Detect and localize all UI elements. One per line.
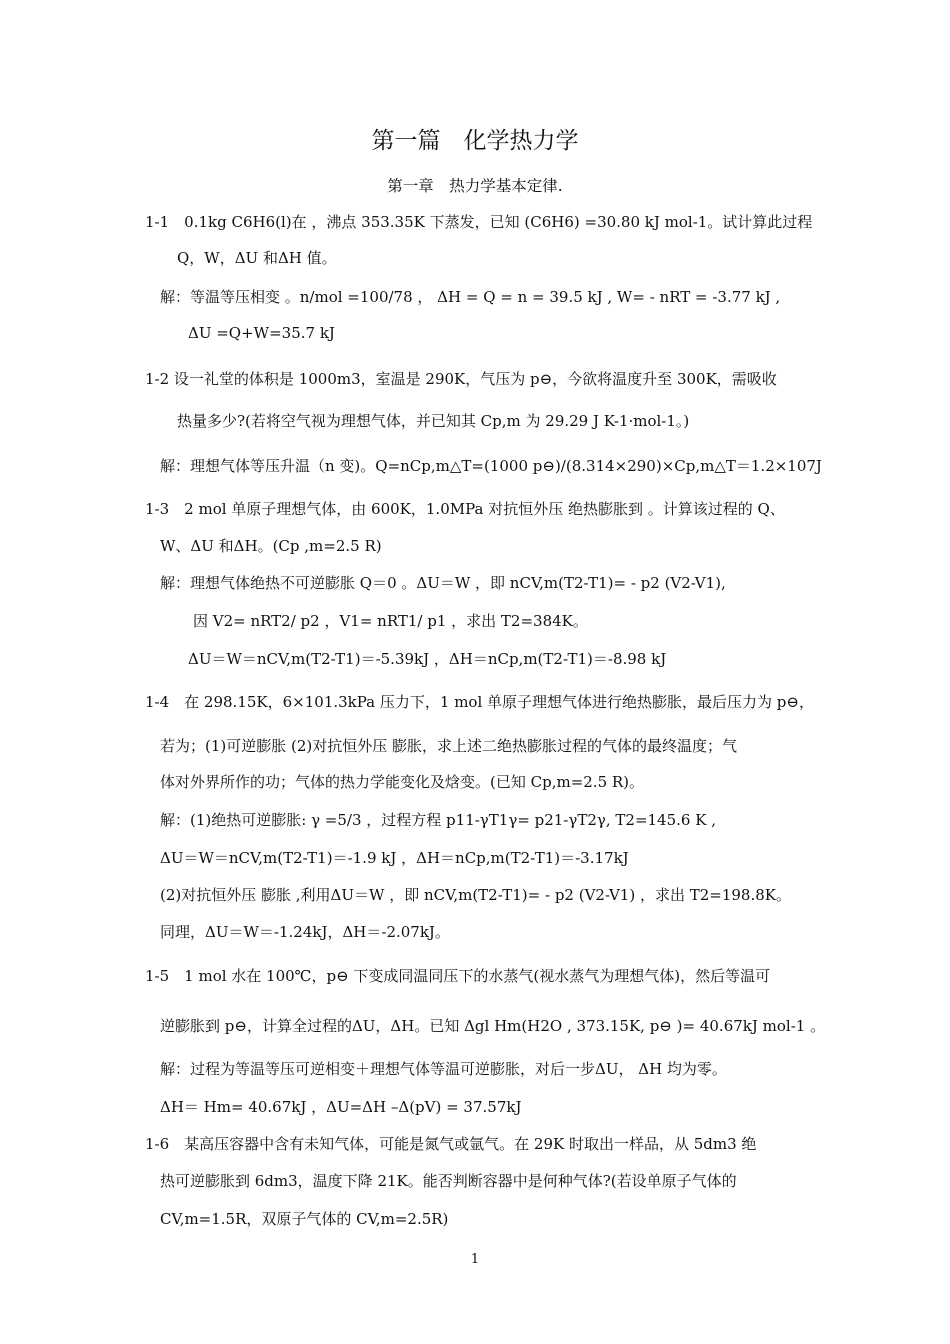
solution-1-4-line-4: 同理，ΔU＝W＝-1.24kJ，ΔH＝-2.07kJ。 <box>160 923 450 941</box>
problem-1-4-line-2: 若为；(1)可逆膨胀 (2)对抗恒外压 膨胀，求上述二绝热膨胀过程的气体的最终温度；气 <box>160 737 738 755</box>
problem-1-3-line-1: 1-3 2 mol 单原子理想气体，由 600K，1.0MPa 对抗恒外压 绝热膨胀到 。计算该过程的 Q、 <box>145 500 785 518</box>
problem-1-6-line-2: 热可逆膨胀到 6dm3，温度下降 21K。能否判断容器中是何种气体?(若设单原子气体的 <box>160 1172 737 1190</box>
problem-1-5-line-1: 1-5 1 mol 水在 100℃，p⊖ 下变成同温同压下的水蒸气(视水蒸气为理想气体)，然后等温可 <box>145 967 771 985</box>
solution-1-1-line-1: 解：等温等压相变 。n/mol =100/78 ， ΔH = Q = n = 39.5 kJ , W= - nRT = -3.77 kJ , <box>160 288 781 306</box>
problem-1-4-line-3: 体对外界所作的功；气体的热力学能变化及焓变。(已知 Cp,m=2.5 R)。 <box>160 773 645 791</box>
page-number: 1 <box>470 1252 480 1267</box>
problem-1-1-line-1: 1-1 0.1kg C6H6(l)在 ，沸点 353.35K 下蒸发，已知 (C6H6) =30.80 kJ mol-1。试计算此过程 <box>145 213 813 231</box>
problem-1-3-line-2: W、ΔU 和ΔH。(Cp ,m=2.5 R) <box>160 537 382 555</box>
solution-1-5-line-2: ΔH＝ Hm= 40.67kJ ，ΔU=ΔH –Δ(pV) = 37.57kJ <box>160 1098 522 1116</box>
solution-1-3-line-2: 因 V2= nRT2/ p2 ，V1= nRT1/ p1 ，求出 T2=384K。 <box>193 612 588 630</box>
solution-1-1-line-2: ΔU =Q+W=35.7 kJ <box>188 324 335 342</box>
problem-1-1-line-2: Q，W，ΔU 和ΔH 值。 <box>177 249 337 267</box>
problem-1-5-line-2: 逆膨胀到 p⊖，计算全过程的ΔU，ΔH。已知 Δgl Hm(H2O , 373.15K, p⊖ )= 40.67kJ mol-1 。 <box>160 1017 826 1035</box>
page-title: 第一篇 化学热力学 <box>371 128 579 154</box>
solution-1-5-line-1: 解：过程为等温等压可逆相变＋理想气体等温可逆膨胀，对后一步ΔU， ΔH 均为零。 <box>160 1060 727 1078</box>
problem-1-4-line-1: 1-4 在 298.15K，6×101.3kPa 压力下，1 mol 单原子理想气体进行绝热膨胀，最后压力为 p⊖， <box>145 693 814 711</box>
problem-1-6-line-1: 1-6 某高压容器中含有未知气体，可能是氮气或氩气。在 29K 时取出一样品，从 5dm3 绝 <box>145 1135 757 1153</box>
solution-1-3-line-1: 解：理想气体绝热不可逆膨胀 Q＝0 。ΔU＝W ，即 nCV,m(T2-T1)= - p2 (V2-V1), <box>160 574 726 592</box>
problem-1-2-line-2: 热量多少?(若将空气视为理想气体，并已知其 Cp,m 为 29.29 J K-1·mol-1。) <box>177 412 690 430</box>
solution-1-4-line-2: ΔU＝W＝nCV,m(T2-T1)＝-1.9 kJ ，ΔH＝nCp,m(T2-T1)＝-3.17kJ <box>160 849 629 867</box>
solution-1-4-line-1: 解：(1)绝热可逆膨胀: γ =5/3 ，过程方程 p11-γT1γ= p21-γT2γ, T2=145.6 K , <box>160 811 716 829</box>
problem-1-6-line-3: CV,m=1.5R，双原子气体的 CV,m=2.5R) <box>160 1210 449 1228</box>
problem-1-2-line-1: 1-2 设一礼堂的体积是 1000m3，室温是 290K，气压为 p⊖，今欲将温度升至 300K，需吸收 <box>145 370 777 388</box>
solution-1-2-line-1: 解：理想气体等压升温（n 变)。Q=nCp,m△T=(1000 p⊖)/(8.314×290)×Cp,m△T＝1.2×107J <box>160 457 822 475</box>
solution-1-3-line-3: ΔU＝W＝nCV,m(T2-T1)＝-5.39kJ ，ΔH＝nCp,m(T2-T1)＝-8.98 kJ <box>188 650 667 668</box>
solution-1-4-line-3: (2)对抗恒外压 膨胀 ,利用ΔU＝W ，即 nCV,m(T2-T1)= - p2 (V2-V1) ，求出 T2=198.8K。 <box>160 886 791 904</box>
chapter-heading: 第一章 热力学基本定律. <box>387 177 563 195</box>
